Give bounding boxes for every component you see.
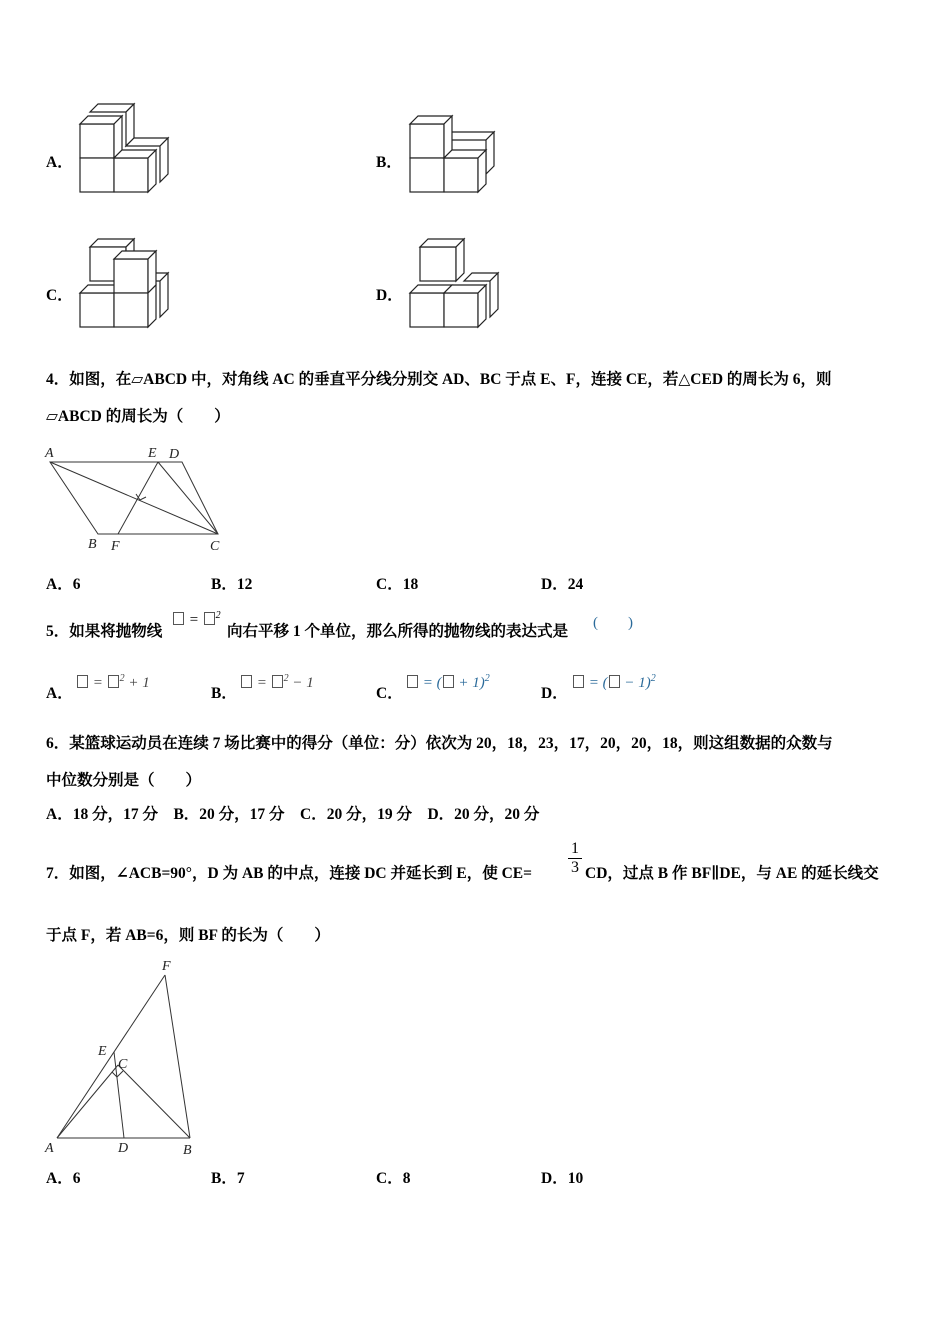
placeholder-glyph-icon xyxy=(77,675,88,688)
placeholder-glyph-icon xyxy=(407,675,418,688)
q5-parabola-expression: = $^2$ xyxy=(172,610,221,629)
q3-option-b-label: B． xyxy=(376,154,402,171)
q4-label-e: E xyxy=(148,446,157,461)
q3-option-a-label: A． xyxy=(46,154,73,171)
q7-text-line2: 于点 F，若 AB=6，则 BF 的长为（ ） xyxy=(46,927,330,944)
q5-option-b-expr: = $^2$ − 1 xyxy=(240,673,314,692)
q3-option-c-label: C． xyxy=(46,287,73,304)
placeholder-glyph-icon xyxy=(443,675,454,688)
placeholder-glyph-icon xyxy=(204,612,215,625)
q7-label-b: B xyxy=(183,1143,192,1158)
q5-option-c-expr: = ( + 1)$^2$ xyxy=(406,673,490,692)
q4-label-b: B xyxy=(88,537,97,552)
q4-option-c: C．18 xyxy=(376,576,419,593)
q4-label-a: A xyxy=(45,446,54,461)
q7-triangle-figure xyxy=(40,955,210,1160)
q5-option-d-expr: = ( − 1)$^2$ xyxy=(572,673,656,692)
q5-paren: ( ) xyxy=(593,615,633,631)
q7-option-d: D．10 xyxy=(541,1170,584,1187)
q4-text-line2: ▱ABCD 的周长为（ ） xyxy=(46,408,230,425)
q3-option-d-label: D． xyxy=(376,287,403,304)
q4-label-d: D xyxy=(169,447,180,462)
q4-label-f: F xyxy=(111,539,120,554)
q6-options: A．18 分，17 分 B．20 分，17 分 C．20 分，19 分 D．20 分，20 分 xyxy=(46,806,540,823)
q3-option-a-figure xyxy=(76,100,171,195)
placeholder-glyph-icon xyxy=(108,675,119,688)
q5-option-b-letter: B． xyxy=(211,685,237,702)
q3-option-c-figure xyxy=(76,235,171,330)
placeholder-glyph-icon xyxy=(241,675,252,688)
q7-label-d: D xyxy=(118,1141,129,1156)
q7-label-f: F xyxy=(162,959,171,974)
q4-parallelogram-figure xyxy=(42,442,242,557)
placeholder-glyph-icon xyxy=(272,675,283,688)
q3-option-b-figure xyxy=(406,110,501,195)
q7-fraction: $\frac{1}{3}$ xyxy=(568,840,582,877)
q5-option-d-letter: D． xyxy=(541,685,568,702)
q6-text-line2: 中位数分别是（ ） xyxy=(46,772,202,789)
q7-option-b: B．7 xyxy=(211,1170,245,1187)
q5-option-a-letter: A． xyxy=(46,685,73,702)
q7-option-a: A．6 xyxy=(46,1170,81,1187)
q7-option-c: C．8 xyxy=(376,1170,411,1187)
q7-label-e: E xyxy=(98,1044,107,1059)
q4-option-a: A．6 xyxy=(46,576,81,593)
placeholder-glyph-icon xyxy=(573,675,584,688)
q7-label-a: A xyxy=(45,1141,54,1156)
q7-text-line1b: CD，过点 B 作 BF∥DE，与 AE 的延长线交 xyxy=(585,865,879,882)
q6-text-line1: 6．某篮球运动员在连续 7 场比赛中的得分（单位：分）依次为 20，18，23，17，20，20，18，则这组数据的众数与 xyxy=(46,735,833,752)
q4-text-line1: 4．如图，在▱ABCD 中，对角线 AC 的垂直平分线分别交 AD、BC 于点 E、F，连接 CE，若△CED 的周长为 6，则 xyxy=(46,371,832,388)
q4-option-d: D．24 xyxy=(541,576,584,593)
q7-label-c: C xyxy=(118,1057,128,1072)
q4-option-b: B．12 xyxy=(211,576,253,593)
q5-option-a-expr: = $^2$ + 1 xyxy=(76,673,150,692)
placeholder-glyph-icon xyxy=(609,675,620,688)
q5-text-suffix: 向右平移 1 个单位，那么所得的抛物线的表达式是 xyxy=(227,623,569,640)
placeholder-glyph-icon xyxy=(173,612,184,625)
q3-option-d-figure xyxy=(406,235,501,330)
q5-option-c-letter: C． xyxy=(376,685,403,702)
q7-text-line1a: 7．如图，∠ACB=90°，D 为 AB 的中点，连接 DC 并延长到 E，使 CE= xyxy=(46,865,532,882)
q4-label-c: C xyxy=(210,539,220,554)
q5-text-prefix: 5．如果将抛物线 xyxy=(46,623,163,640)
